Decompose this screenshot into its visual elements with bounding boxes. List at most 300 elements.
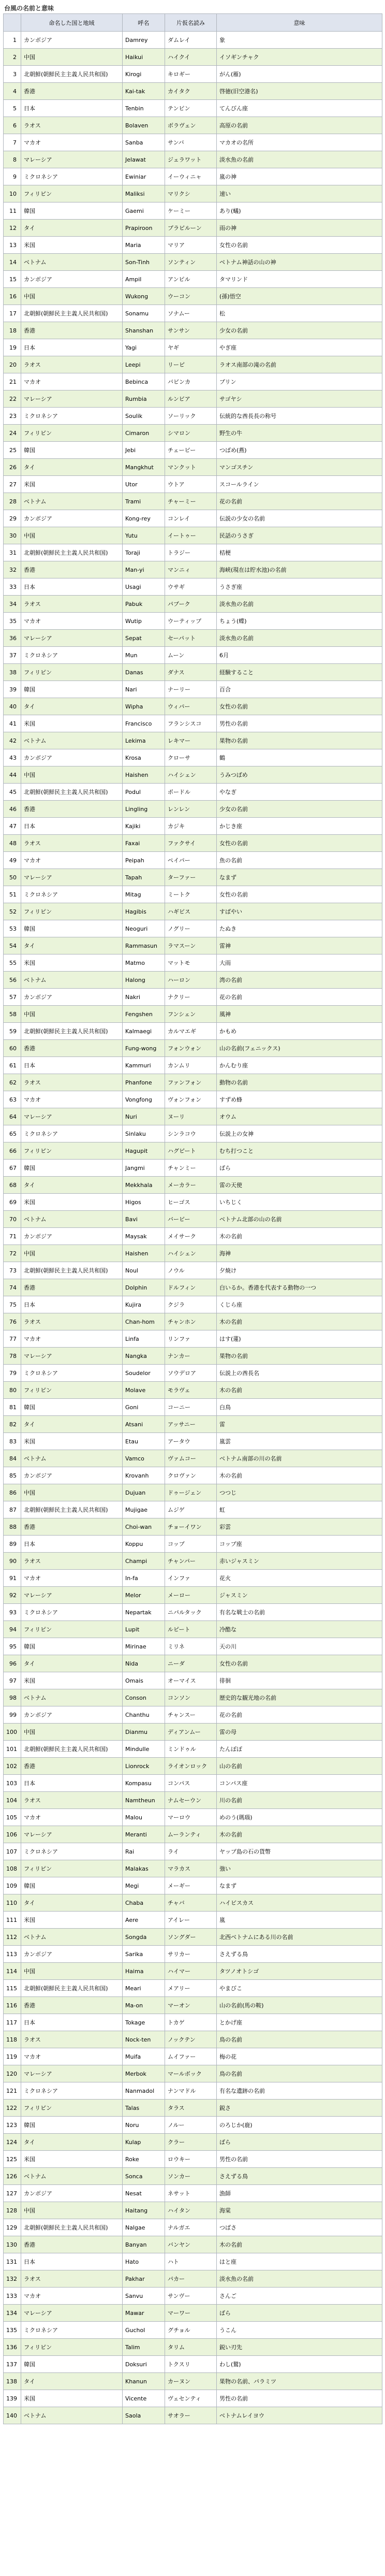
katakana-cell: ファンフォン	[165, 1074, 217, 1091]
row-number: 75	[4, 1296, 21, 1313]
table-row	[4, 2048, 382, 2065]
katakana-cell: モラヴェ	[165, 1382, 217, 1399]
katakana-cell: ムーン	[165, 647, 217, 664]
meaning-cell: やまびこ	[217, 1980, 382, 1997]
table-row	[4, 989, 382, 1006]
meaning-cell: ラオス南部の滝の名前	[217, 356, 382, 373]
table-row	[4, 2288, 382, 2305]
name-cell: Danas	[123, 664, 165, 681]
name-cell: Damrey	[123, 32, 165, 49]
name-cell: Chan-hom	[123, 1313, 165, 1330]
katakana-cell: ナクリー	[165, 989, 217, 1006]
meaning-cell: タツノオトシゴ	[217, 1963, 382, 1980]
table-row	[4, 2390, 382, 2407]
meaning-cell: 果物の名前	[217, 732, 382, 749]
table-row	[4, 1536, 382, 1553]
name-cell: Chaba	[123, 1894, 165, 1912]
katakana-cell: サリカー	[165, 1946, 217, 1963]
country-cell: カンボジア	[21, 32, 123, 49]
katakana-cell: カンムリ	[165, 1057, 217, 1074]
katakana-cell: パカー	[165, 2270, 217, 2288]
country-cell: 韓国	[21, 2117, 123, 2134]
country-cell: フィリピン	[21, 1621, 123, 1638]
name-cell: Utor	[123, 476, 165, 493]
row-number: 99	[4, 1706, 21, 1724]
row-number: 51	[4, 886, 21, 903]
name-cell: Shanshan	[123, 322, 165, 339]
meaning-cell: 高原の名前	[217, 117, 382, 134]
katakana-cell: マリア	[165, 237, 217, 254]
katakana-cell: ポードル	[165, 784, 217, 801]
table-row	[4, 408, 382, 425]
row-number: 44	[4, 766, 21, 784]
country-cell: 日本	[21, 1057, 123, 1074]
country-cell: 米国	[21, 1672, 123, 1689]
country-cell: 北朝鮮(朝鮮民主主義人民共和国)	[21, 2219, 123, 2236]
row-number: 81	[4, 1399, 21, 1416]
katakana-cell: ボラヴェン	[165, 117, 217, 134]
meaning-cell: 男性の名前	[217, 2151, 382, 2168]
country-cell: ラオス	[21, 596, 123, 613]
meaning-cell: 赤いジャスミン	[217, 1553, 382, 1570]
name-cell: Nangka	[123, 1348, 165, 1365]
katakana-cell: マラカス	[165, 1860, 217, 1877]
table-row	[4, 2065, 382, 2082]
name-cell: Mirinae	[123, 1638, 165, 1655]
meaning-cell: 少女の名前	[217, 322, 382, 339]
katakana-cell: パブーク	[165, 596, 217, 613]
country-cell: 中国	[21, 1724, 123, 1741]
table-row	[4, 237, 382, 254]
row-number: 111	[4, 1912, 21, 1929]
katakana-cell: カイタク	[165, 83, 217, 100]
country-cell: マカオ	[21, 373, 123, 390]
name-cell: Bolaven	[123, 117, 165, 134]
meaning-cell: やぎ座	[217, 339, 382, 356]
table-row	[4, 1570, 382, 1587]
country-cell: タイ	[21, 1894, 123, 1912]
row-number: 85	[4, 1467, 21, 1484]
meaning-cell: ばら	[217, 1160, 382, 1177]
row-number: 114	[4, 1963, 21, 1980]
meaning-cell: ベトナム北部の山の名前	[217, 1211, 382, 1228]
row-number: 61	[4, 1057, 21, 1074]
katakana-cell: コンソン	[165, 1689, 217, 1706]
katakana-cell: ハイマー	[165, 1963, 217, 1980]
name-cell: Mawar	[123, 2305, 165, 2322]
meaning-cell: オウム	[217, 1108, 382, 1125]
table-row	[4, 630, 382, 647]
table-row	[4, 972, 382, 989]
katakana-cell: マンクット	[165, 459, 217, 476]
row-number: 100	[4, 1724, 21, 1741]
table-row	[4, 1160, 382, 1177]
name-cell: Mekkhala	[123, 1177, 165, 1194]
country-cell: ベトナム	[21, 1689, 123, 1706]
katakana-cell: ムジゲ	[165, 1501, 217, 1518]
katakana-cell: ドルフィン	[165, 1279, 217, 1296]
row-number: 72	[4, 1245, 21, 1262]
row-number: 60	[4, 1040, 21, 1057]
meaning-cell: 伝説上の酋長名	[217, 1365, 382, 1382]
name-cell: Man-yi	[123, 561, 165, 578]
name-cell: Higos	[123, 1194, 165, 1211]
table-row	[4, 578, 382, 596]
katakana-cell: ルンビア	[165, 390, 217, 408]
katakana-cell: レンレン	[165, 801, 217, 818]
meaning-cell: なまず	[217, 1877, 382, 1894]
meaning-cell: 百合	[217, 681, 382, 698]
country-cell: マレーシア	[21, 1348, 123, 1365]
katakana-cell: ウィパー	[165, 698, 217, 715]
table-row	[4, 1057, 382, 1074]
name-cell: Tapah	[123, 869, 165, 886]
row-number: 132	[4, 2270, 21, 2288]
table-row	[4, 305, 382, 322]
table-row	[4, 1348, 382, 1365]
katakana-cell: ミートク	[165, 886, 217, 903]
name-cell: Wipha	[123, 698, 165, 715]
table-row	[4, 32, 382, 49]
table-row	[4, 1040, 382, 1057]
katakana-cell: ハイタン	[165, 2202, 217, 2219]
row-number: 58	[4, 1006, 21, 1023]
meaning-cell: 少女の名前	[217, 801, 382, 818]
row-number: 82	[4, 1416, 21, 1433]
row-number: 1	[4, 32, 21, 49]
table-row	[4, 1108, 382, 1125]
meaning-cell: 雷神	[217, 937, 382, 954]
row-number: 39	[4, 681, 21, 698]
meaning-cell: ベトナム南部の川の名前	[217, 1450, 382, 1467]
country-cell: 中国	[21, 1245, 123, 1262]
meaning-cell: がん(雁)	[217, 66, 382, 83]
meaning-cell: 花の名前	[217, 989, 382, 1006]
table-row	[4, 596, 382, 613]
header-country: 命名した国と地域	[21, 14, 123, 32]
country-cell: マレーシア	[21, 2065, 123, 2082]
country-cell: 日本	[21, 2253, 123, 2270]
row-number: 71	[4, 1228, 21, 1245]
table-row	[4, 1775, 382, 1792]
meaning-cell: ちょう(蝶)	[217, 613, 382, 630]
katakana-cell: ソウデロア	[165, 1365, 217, 1382]
katakana-cell: フンシェン	[165, 1006, 217, 1023]
table-row	[4, 784, 382, 801]
meaning-cell: 象	[217, 32, 382, 49]
meaning-cell: さえずる鳥	[217, 1946, 382, 1963]
row-number: 68	[4, 1177, 21, 1194]
country-cell: マカオ	[21, 1330, 123, 1348]
country-cell: 中国	[21, 1484, 123, 1501]
country-cell: フィリピン	[21, 2339, 123, 2356]
country-cell: 香港	[21, 1518, 123, 1536]
meaning-cell: マカオの名所	[217, 134, 382, 151]
katakana-cell: カジキ	[165, 818, 217, 835]
country-cell: ベトナム	[21, 493, 123, 510]
table-row	[4, 1877, 382, 1894]
katakana-cell: マーロウ	[165, 1809, 217, 1826]
name-cell: Atsani	[123, 1416, 165, 1433]
katakana-cell: ソンカー	[165, 2168, 217, 2185]
table-row	[4, 1142, 382, 1160]
country-cell: マレーシア	[21, 1108, 123, 1125]
name-cell: Kong-rey	[123, 510, 165, 527]
katakana-cell: ハイシェン	[165, 1245, 217, 1262]
country-cell: 北朝鮮(朝鮮民主主義人民共和国)	[21, 1023, 123, 1040]
name-cell: Choi-wan	[123, 1518, 165, 1536]
country-cell: マカオ	[21, 613, 123, 630]
row-number: 45	[4, 784, 21, 801]
table-row	[4, 151, 382, 168]
country-cell: マレーシア	[21, 869, 123, 886]
name-cell: Nalgae	[123, 2219, 165, 2236]
meaning-cell: 木の名前	[217, 1826, 382, 1843]
meaning-cell: 淡水魚の名前	[217, 630, 382, 647]
country-cell: 北朝鮮(朝鮮民主主義人民共和国)	[21, 66, 123, 83]
row-number: 98	[4, 1689, 21, 1706]
name-cell: Soulik	[123, 408, 165, 425]
meaning-cell: 鳥の名前	[217, 2065, 382, 2082]
name-cell: Nock-ten	[123, 2031, 165, 2048]
katakana-cell: ミンドゥル	[165, 1741, 217, 1758]
katakana-cell: セーパット	[165, 630, 217, 647]
row-number: 9	[4, 168, 21, 185]
country-cell: 米国	[21, 1194, 123, 1211]
name-cell: Melor	[123, 1587, 165, 1604]
country-cell: タイ	[21, 2134, 123, 2151]
country-cell: カンボジア	[21, 989, 123, 1006]
name-cell: Yagi	[123, 339, 165, 356]
row-number: 77	[4, 1330, 21, 1348]
row-number: 131	[4, 2253, 21, 2270]
meaning-cell: 山の名前(馬の鞍)	[217, 1997, 382, 2014]
row-number: 116	[4, 1997, 21, 2014]
katakana-cell: グチョル	[165, 2322, 217, 2339]
katakana-cell: ソングダー	[165, 1929, 217, 1946]
row-number: 91	[4, 1570, 21, 1587]
country-cell: カンボジア	[21, 510, 123, 527]
meaning-cell: プリン	[217, 373, 382, 390]
katakana-cell: アータウ	[165, 1433, 217, 1450]
table-row	[4, 1843, 382, 1860]
row-number: 63	[4, 1091, 21, 1108]
katakana-cell: ペイパー	[165, 852, 217, 869]
katakana-cell: サンサン	[165, 322, 217, 339]
meaning-cell: 野生の牛	[217, 425, 382, 442]
table-row	[4, 2305, 382, 2322]
katakana-cell: チャンパー	[165, 1553, 217, 1570]
name-cell: Songda	[123, 1929, 165, 1946]
row-number: 53	[4, 920, 21, 937]
katakana-cell: カーヌン	[165, 2373, 217, 2390]
country-cell: タイ	[21, 1177, 123, 1194]
row-number: 76	[4, 1313, 21, 1330]
name-cell: Yutu	[123, 527, 165, 544]
name-cell: Prapiroon	[123, 220, 165, 237]
meaning-cell: 女性の名前	[217, 835, 382, 852]
katakana-cell: コンパス	[165, 1775, 217, 1792]
name-cell: Noul	[123, 1262, 165, 1279]
table-row	[4, 937, 382, 954]
name-cell: Merbok	[123, 2065, 165, 2082]
row-number: 109	[4, 1877, 21, 1894]
country-cell: 米国	[21, 476, 123, 493]
meaning-cell: とかげ座	[217, 2014, 382, 2031]
katakana-cell: フランシスコ	[165, 715, 217, 732]
table-row	[4, 801, 382, 818]
meaning-cell: つばさ	[217, 2219, 382, 2236]
row-number: 78	[4, 1348, 21, 1365]
meaning-cell: 6月	[217, 647, 382, 664]
katakana-cell: インファ	[165, 1570, 217, 1587]
meaning-cell: 魚の名前	[217, 852, 382, 869]
table-row	[4, 1689, 382, 1706]
country-cell: 韓国	[21, 1877, 123, 1894]
table-row	[4, 459, 382, 476]
meaning-cell: 雷	[217, 1416, 382, 1433]
country-cell: ラオス	[21, 2270, 123, 2288]
table-row	[4, 1912, 382, 1929]
katakana-cell: ウトア	[165, 476, 217, 493]
row-number: 105	[4, 1809, 21, 1826]
meaning-cell: 果物の名前、パラミツ	[217, 2373, 382, 2390]
katakana-cell: シマロン	[165, 425, 217, 442]
table-body	[4, 32, 382, 2424]
meaning-cell: 男性の名前	[217, 2390, 382, 2407]
row-number: 19	[4, 339, 21, 356]
table-row	[4, 1177, 382, 1194]
katakana-cell: ウサギ	[165, 578, 217, 596]
table-row	[4, 1450, 382, 1467]
name-cell: Muifa	[123, 2048, 165, 2065]
table-row	[4, 1501, 382, 1518]
country-cell: 日本	[21, 578, 123, 596]
name-cell: Molave	[123, 1382, 165, 1399]
meaning-cell: わし(鷲)	[217, 2356, 382, 2373]
country-cell: 中国	[21, 49, 123, 66]
country-cell: ベトナム	[21, 732, 123, 749]
row-number: 90	[4, 1553, 21, 1570]
country-cell: ベトナム	[21, 1929, 123, 1946]
name-cell: Lekima	[123, 732, 165, 749]
name-cell: Haishen	[123, 766, 165, 784]
katakana-cell: ノウル	[165, 1262, 217, 1279]
table-row	[4, 271, 382, 288]
table-row	[4, 83, 382, 100]
name-cell: Haikui	[123, 49, 165, 66]
name-cell: Sanba	[123, 134, 165, 151]
table-row	[4, 2168, 382, 2185]
table-row	[4, 49, 382, 66]
katakana-cell: ウーティップ	[165, 613, 217, 630]
country-cell: 中国	[21, 527, 123, 544]
row-number: 137	[4, 2356, 21, 2373]
name-cell: Faxai	[123, 835, 165, 852]
row-number: 52	[4, 903, 21, 920]
name-cell: Meari	[123, 1980, 165, 1997]
name-cell: Mujigae	[123, 1501, 165, 1518]
katakana-cell: クラー	[165, 2134, 217, 2151]
country-cell: 日本	[21, 339, 123, 356]
row-number: 127	[4, 2185, 21, 2202]
katakana-cell: リンファ	[165, 1330, 217, 1348]
country-cell: ラオス	[21, 1313, 123, 1330]
table-row	[4, 2270, 382, 2288]
meaning-cell: 木の名前	[217, 2236, 382, 2253]
meaning-cell: かじき座	[217, 818, 382, 835]
table-row	[4, 903, 382, 920]
katakana-cell: ヤギ	[165, 339, 217, 356]
table-row	[4, 1587, 382, 1604]
row-number: 42	[4, 732, 21, 749]
row-number: 55	[4, 954, 21, 972]
name-cell: Saola	[123, 2407, 165, 2424]
table-row	[4, 1125, 382, 1142]
name-cell: Kammuri	[123, 1057, 165, 1074]
row-number: 97	[4, 1672, 21, 1689]
row-number: 122	[4, 2100, 21, 2117]
country-cell: タイ	[21, 698, 123, 715]
row-number: 8	[4, 151, 21, 168]
katakana-cell: ヴァムコー	[165, 1450, 217, 1467]
meaning-cell: サゴヤシ	[217, 390, 382, 408]
row-number: 93	[4, 1604, 21, 1621]
katakana-cell: イートゥー	[165, 527, 217, 544]
table-row	[4, 835, 382, 852]
table-row	[4, 1604, 382, 1621]
meaning-cell: 海神	[217, 1245, 382, 1262]
country-cell: 韓国	[21, 1160, 123, 1177]
meaning-cell: マンゴスチン	[217, 459, 382, 476]
country-cell: タイ	[21, 937, 123, 954]
table-row	[4, 66, 382, 83]
country-cell: ベトナム	[21, 254, 123, 271]
meaning-cell: うみつばめ	[217, 766, 382, 784]
meaning-cell: のろじか(鹿)	[217, 2117, 382, 2134]
row-number: 79	[4, 1365, 21, 1382]
meaning-cell: 山の名前	[217, 1758, 382, 1775]
table-row	[4, 2031, 382, 2048]
katakana-cell: チョーイワン	[165, 1518, 217, 1536]
row-number: 101	[4, 1741, 21, 1758]
row-number: 31	[4, 544, 21, 561]
row-number: 74	[4, 1279, 21, 1296]
country-cell: タイ	[21, 1416, 123, 1433]
row-number: 104	[4, 1792, 21, 1809]
table-row	[4, 886, 382, 903]
name-cell: Krosa	[123, 749, 165, 766]
country-cell: マカオ	[21, 852, 123, 869]
country-cell: カンボジア	[21, 749, 123, 766]
meaning-cell: 淡水魚の名前	[217, 596, 382, 613]
name-cell: Rai	[123, 1843, 165, 1860]
table-row	[4, 2100, 382, 2117]
katakana-cell: キロギー	[165, 66, 217, 83]
country-cell: ラオス	[21, 2031, 123, 2048]
country-cell: マカオ	[21, 1809, 123, 1826]
name-cell: Vamco	[123, 1450, 165, 1467]
name-cell: Hagupit	[123, 1142, 165, 1160]
katakana-cell: ケーミー	[165, 202, 217, 220]
row-number: 11	[4, 202, 21, 220]
row-number: 112	[4, 1929, 21, 1946]
table-row	[4, 852, 382, 869]
country-cell: 北朝鮮(朝鮮民主主義人民共和国)	[21, 305, 123, 322]
name-cell: Lionrock	[123, 1758, 165, 1775]
header-name: 呼名	[123, 14, 165, 32]
row-number: 62	[4, 1074, 21, 1091]
